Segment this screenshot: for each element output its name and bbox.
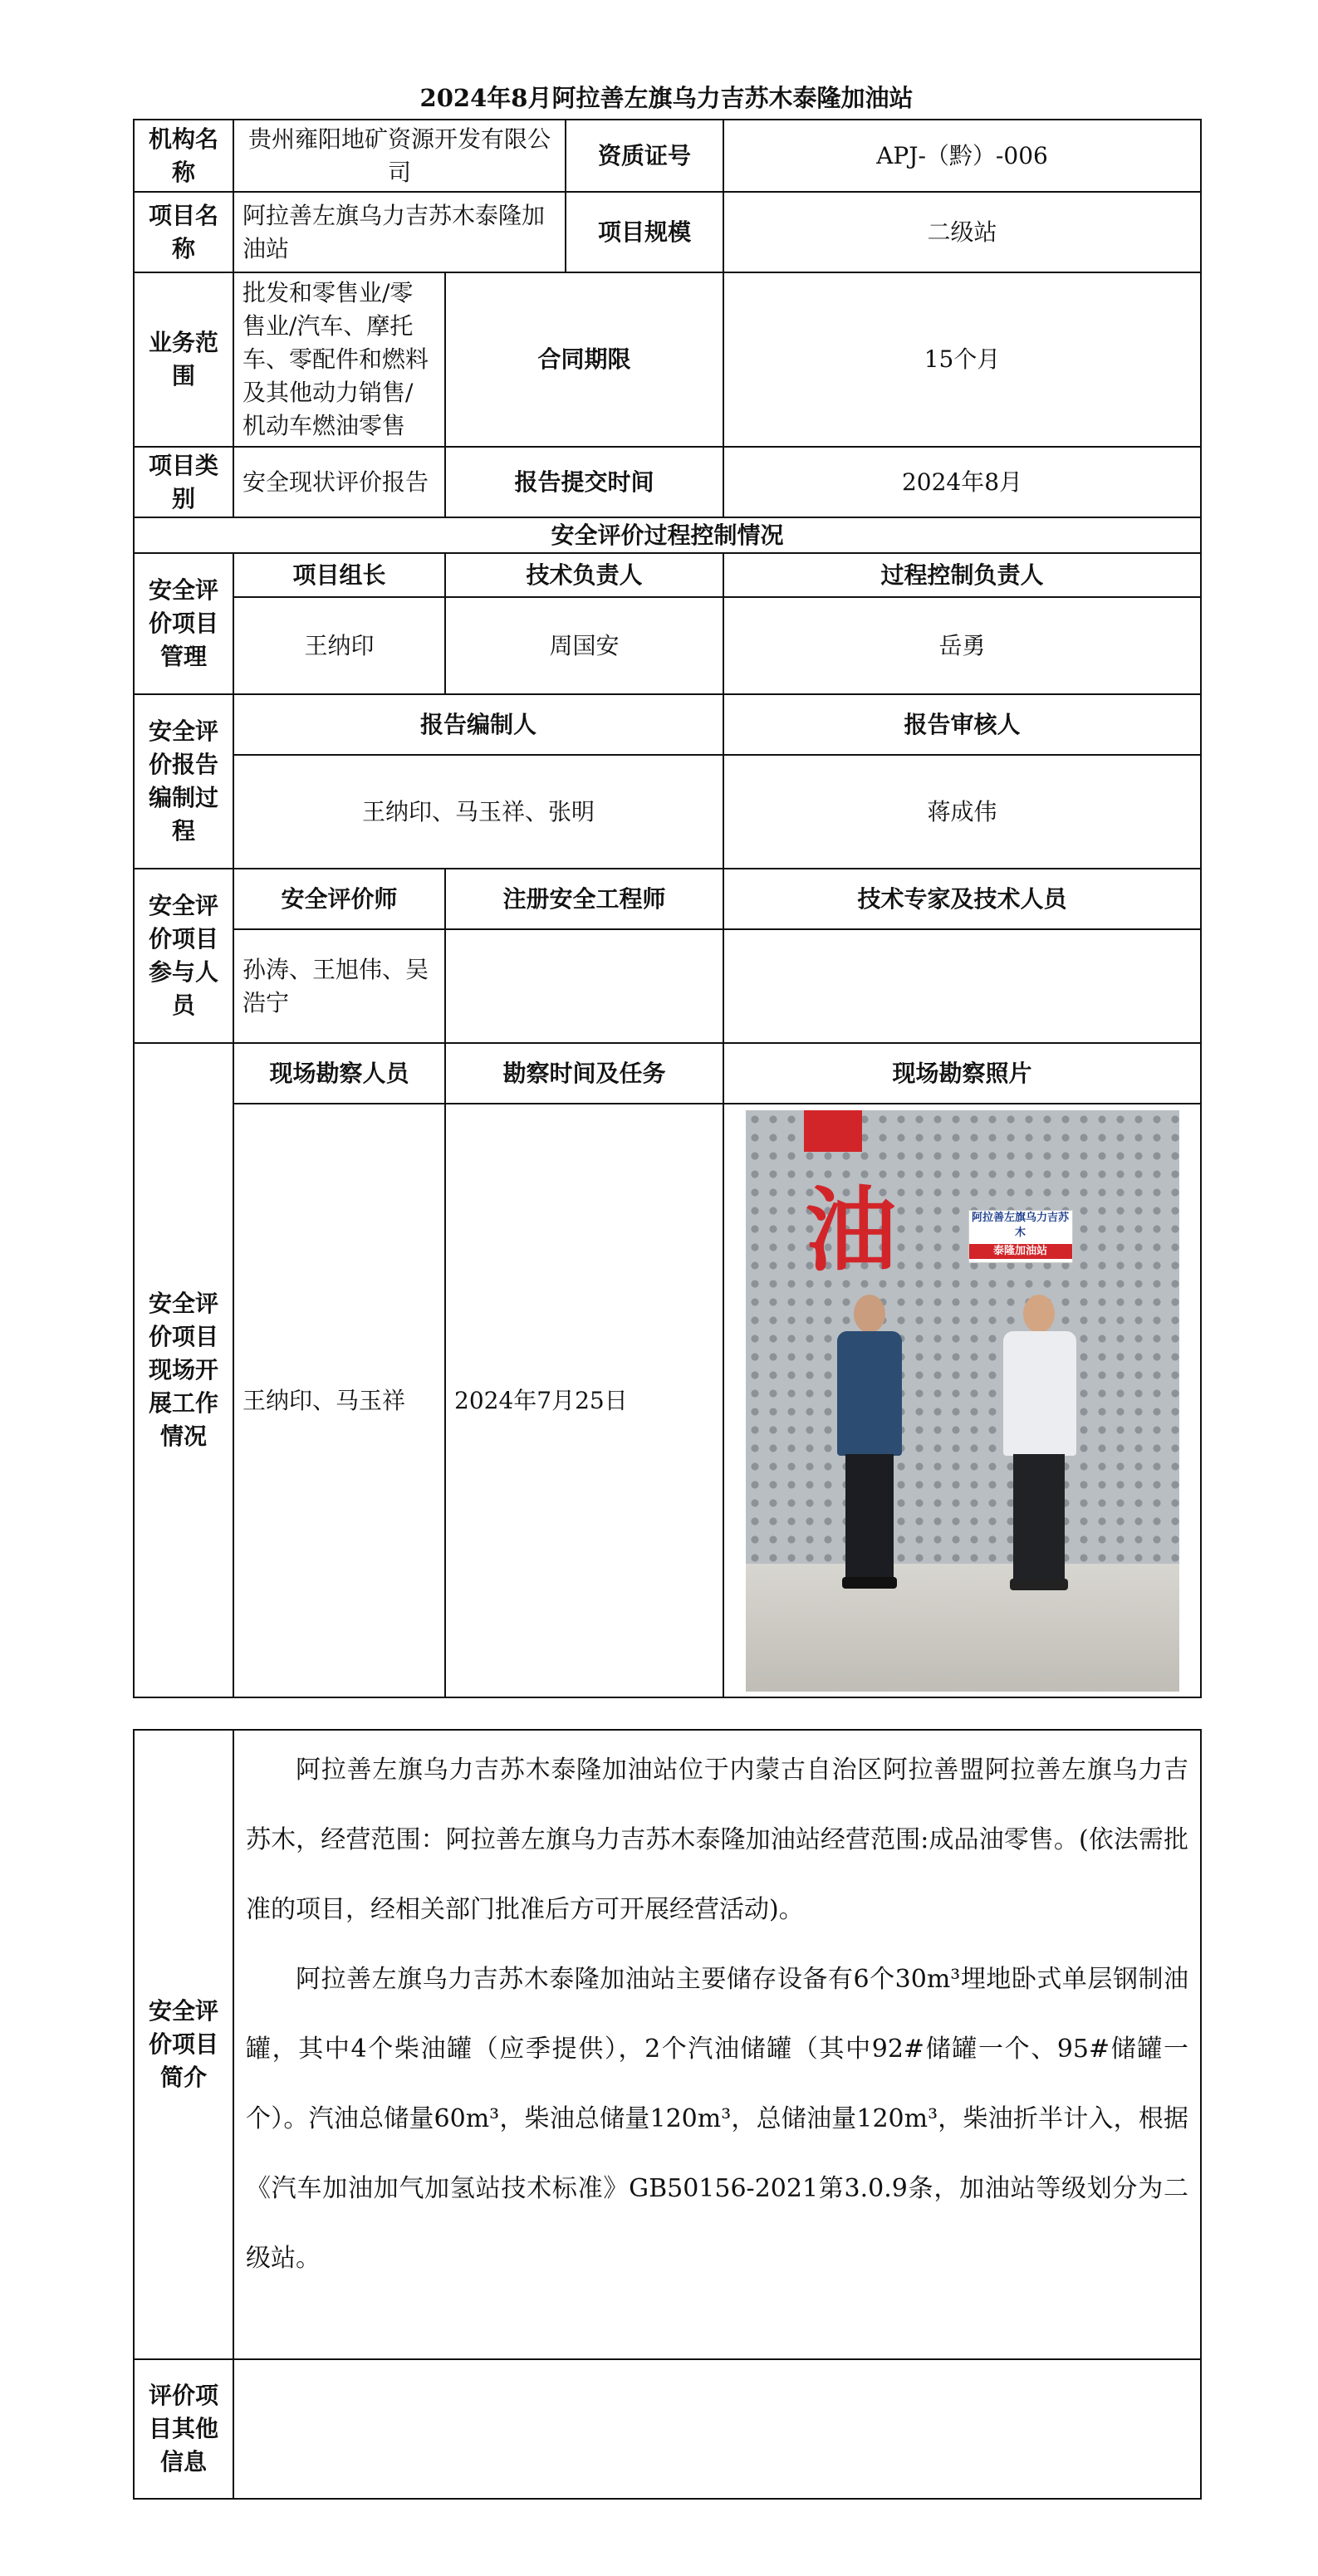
experts-value <box>723 929 1201 1043</box>
section-title-row <box>134 517 1201 553</box>
site-photo <box>746 1110 1179 1692</box>
photo-sign-top <box>804 1110 862 1152</box>
management-label: 安全评价项目管理 <box>134 553 233 694</box>
other-row <box>134 2359 1201 2499</box>
engineers-value <box>445 929 723 1043</box>
reviewer-header: 报告审核人 <box>723 694 1201 755</box>
scale-label: 项目规模 <box>566 192 723 272</box>
person-right-torso <box>1003 1331 1076 1456</box>
engineer-header: 注册安全工程师 <box>445 869 723 929</box>
expert-header: 技术专家及技术人员 <box>723 869 1201 929</box>
person-right-legs <box>1013 1454 1065 1580</box>
business-row <box>134 272 1201 447</box>
type-row <box>134 447 1201 517</box>
intro-label: 安全评价项目简介 <box>134 1730 233 2359</box>
photo-banner-bottom: 泰隆加油站 <box>969 1244 1072 1259</box>
management-header-row <box>134 553 1201 597</box>
leader-value: 王纳印 <box>233 597 445 694</box>
participants-label: 安全评价项目参与人员 <box>134 869 233 1043</box>
compilation-label: 安全评价报告编制过程 <box>134 694 233 869</box>
person-right-head <box>1023 1295 1055 1333</box>
intro-paragraph-1: 阿拉善左旗乌力吉苏木泰隆加油站位于内蒙古自治区阿拉善盟阿拉善左旗乌力吉苏木，经营范围：阿拉善左旗乌力吉苏木泰隆加油站经营范围:成品油零售。(依法需批准的项目，经相关部门批准后方可开展经营活动)。 <box>246 1756 1188 1924</box>
project-name-value: 阿拉善左旗乌力吉苏木泰隆加油站 <box>233 192 566 272</box>
fieldwork-header-row <box>134 1043 1201 1104</box>
photo-banner-top: 阿拉善左旗乌力吉苏木 <box>972 1211 1070 1239</box>
business-value: 批发和零售业/零售业/汽车、摩托车、零配件和燃料及其他动力销售/机动车燃油零售 <box>233 272 445 447</box>
fieldwork-values-row <box>134 1104 1201 1697</box>
staff-value: 王纳印、马玉祥 <box>233 1104 445 1697</box>
reviewer-value: 蒋成伟 <box>723 755 1201 869</box>
tech-value: 周国安 <box>445 597 723 694</box>
compilation-values-row <box>134 755 1201 869</box>
org-label: 机构名称 <box>134 120 233 192</box>
control-value: 岳勇 <box>723 597 1201 694</box>
management-values-row <box>134 597 1201 694</box>
other-value <box>233 2359 1201 2499</box>
photo-cell <box>723 1104 1201 1697</box>
intro-paragraph-2: 阿拉善左旗乌力吉苏木泰隆加油站主要储存设备有6个30m³埋地卧式单层钢制油罐，其中4个柴油罐（应季提供），2个汽油储罐（其中92#储罐一个、95#储罐一个）。汽油总储量60m³，柴油总储量120m³，总储油量120m³，柴油折半计入，根据《汽车加油加气加氢站技术标准》GB50156-2021第3.0.9条，加油站等级划分为二级站。 <box>246 1965 1188 2273</box>
type-value: 安全现状评价报告 <box>233 447 445 517</box>
cert-label: 资质证号 <box>566 120 723 192</box>
cert-value: APJ-（黔）-006 <box>723 120 1201 192</box>
contract-value: 15个月 <box>723 272 1201 447</box>
project-name-row <box>134 192 1201 272</box>
business-label: 业务范围 <box>134 272 233 447</box>
person-left-shoes <box>842 1577 897 1589</box>
person-right-shoes <box>1010 1579 1068 1590</box>
fieldwork-label: 安全评价项目现场开展工作情况 <box>134 1043 233 1697</box>
person-left-head <box>854 1295 885 1333</box>
document-title: 2024年8月阿拉善左旗乌力吉苏木泰隆加油站 <box>419 84 914 112</box>
other-label: 评价项目其他信息 <box>134 2359 233 2499</box>
staff-header: 现场勘察人员 <box>233 1043 445 1104</box>
photo-person-right <box>998 1295 1081 1592</box>
person-left-legs <box>845 1454 894 1579</box>
participants-header-row <box>134 869 1201 929</box>
submit-label: 报告提交时间 <box>445 447 723 517</box>
scale-value: 二级站 <box>723 192 1201 272</box>
control-header: 过程控制负责人 <box>723 553 1201 597</box>
submit-value: 2024年8月 <box>723 447 1201 517</box>
assessor-header: 安全评价师 <box>233 869 445 929</box>
person-left-torso <box>837 1331 902 1456</box>
intro-row <box>134 1730 1201 2359</box>
section-title: 安全评价过程控制情况 <box>134 517 1201 553</box>
project-name-label: 项目名称 <box>134 192 233 272</box>
assessors-value: 孙涛、王旭伟、吴浩宁 <box>233 929 445 1043</box>
info-table <box>133 119 1202 1698</box>
org-row <box>134 120 1201 192</box>
leader-header: 项目组长 <box>233 553 445 597</box>
participants-values-row <box>134 929 1201 1043</box>
editors-value: 王纳印、马玉祥、张明 <box>233 755 723 869</box>
org-value: 贵州雍阳地矿资源开发有限公司 <box>233 120 566 192</box>
editor-header: 报告编制人 <box>233 694 723 755</box>
tech-header: 技术负责人 <box>445 553 723 597</box>
intro-content <box>233 1730 1201 2359</box>
photo-header: 现场勘察照片 <box>723 1043 1201 1104</box>
compilation-header-row <box>134 694 1201 755</box>
time-value: 2024年7月25日 <box>445 1104 723 1697</box>
photo-banner <box>968 1210 1073 1263</box>
contract-label: 合同期限 <box>445 272 723 447</box>
type-label: 项目类别 <box>134 447 233 517</box>
time-header: 勘察时间及任务 <box>445 1043 723 1104</box>
photo-person-left <box>832 1295 907 1590</box>
photo-sign-char: 油 <box>805 1177 897 1284</box>
photo-ground <box>746 1564 1179 1692</box>
intro-table <box>133 1729 1202 2500</box>
